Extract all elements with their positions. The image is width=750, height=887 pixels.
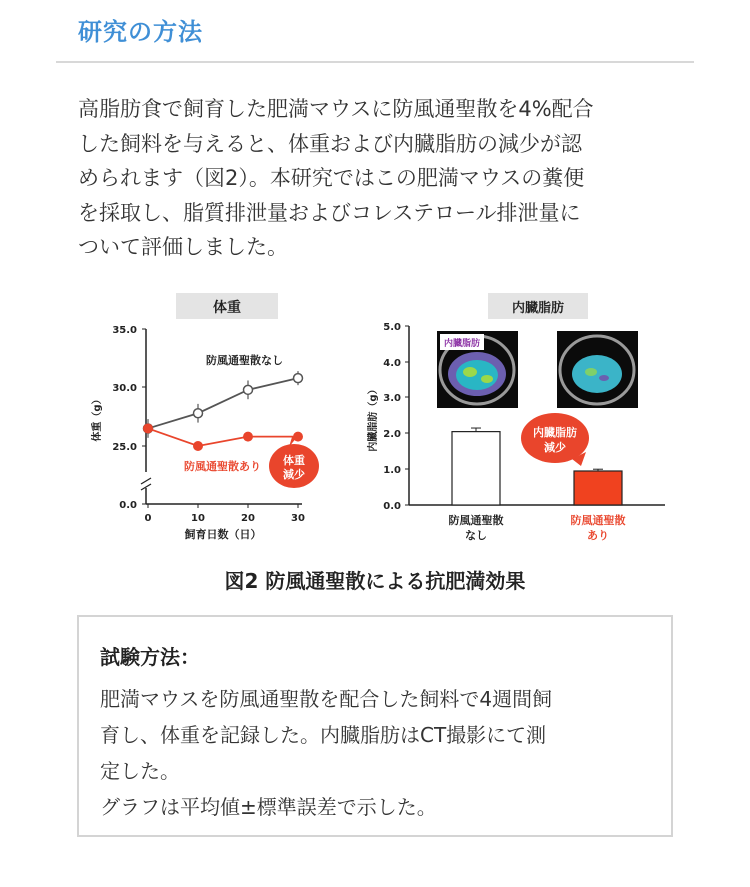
body-line: 高脂肪食で飼育した肥満マウスに防風通聖散を4%配合 (78, 97, 594, 121)
category-label: 防風通聖散 (570, 514, 626, 527)
body-line: められます（図2）。本研究ではこの肥満マウスの糞便 (78, 166, 585, 190)
fat-y-axis-label: 内臓脂肪（g） (368, 384, 379, 452)
data-point (194, 409, 203, 418)
method-box (77, 615, 673, 837)
ct-organ-detail (463, 367, 477, 377)
fat-y-tick-label: 5.0 (383, 322, 401, 333)
data-point (294, 374, 303, 383)
method-line: 定した。 (100, 759, 180, 783)
ct-organ-region (456, 360, 498, 390)
weight-y-tick-label: 0.0 (119, 500, 137, 511)
method-title: 試験方法： (100, 645, 200, 669)
weight-y-tick-label: 35.0 (112, 325, 137, 336)
weight-x-axis-label: 飼育日数（日） (184, 528, 262, 541)
body-line: した飼料を与えると、体重および内臓脂肪の減少が認 (78, 131, 582, 156)
bar-without (452, 432, 500, 505)
weight-x-tick-label: 20 (241, 513, 255, 524)
weight-x-tick-label: 30 (291, 513, 305, 524)
series-errorbars-without (148, 371, 298, 438)
data-point (294, 432, 303, 441)
series-line-without (148, 378, 298, 428)
ct-fat-region (599, 375, 609, 381)
method-line: グラフは平均値±標準誤差で示した。 (100, 795, 437, 819)
weight-y-axis-label: 体重（g） (92, 394, 103, 442)
fat-y-tick-label: 0.0 (383, 501, 401, 512)
bar-with (574, 471, 622, 505)
category-label: あり (587, 529, 609, 542)
ct-scan-image-without (437, 331, 518, 408)
fat-y-tick-label: 1.0 (383, 465, 401, 476)
fat-y-tick-label: 3.0 (383, 393, 401, 404)
weight-y-tick-label: 30.0 (112, 383, 137, 394)
weight-y-tick-label: 25.0 (112, 442, 137, 453)
figure-caption: 図2 防風通聖散による抗肥満効果 (224, 569, 526, 593)
fat-badge-text: 減少 (544, 441, 566, 454)
category-label: なし (465, 529, 487, 542)
body-line: ついて評価しました。 (78, 235, 288, 259)
ct-scan-image-with (557, 331, 638, 408)
ct-organ-detail (481, 375, 493, 383)
method-line: 育し、体重を記録した。内臓脂肪はCT撮影にて測 (100, 723, 547, 747)
weight-axis-break-mark (141, 478, 151, 484)
weight-x-tick-label: 0 (144, 513, 152, 524)
ct-label: 内臓脂肪 (443, 339, 481, 349)
data-point (144, 424, 153, 433)
category-label: 防風通聖散 (448, 514, 504, 527)
data-point (244, 432, 253, 441)
section-heading: 研究の方法 (78, 18, 203, 46)
ct-organ-region (572, 355, 622, 393)
fat-y-tick-label: 4.0 (383, 358, 401, 369)
method-line: 肥満マウスを防風通聖散を配合した飼料で4週間飼 (100, 687, 553, 711)
weight-chart-title: 体重 (213, 300, 241, 316)
fat-chart-title: 内臓脂肪 (511, 301, 565, 316)
method-text (100, 681, 660, 825)
ct-organ-detail (585, 368, 597, 376)
weight-x-tick-label: 10 (191, 513, 205, 524)
data-point (194, 442, 203, 451)
data-point (244, 385, 253, 394)
weight-badge-text: 減少 (283, 468, 305, 481)
series-line-with (148, 428, 298, 446)
series-label-with: 防風通聖散あり (184, 460, 261, 473)
fat-badge-text: 内臓脂肪 (533, 426, 577, 439)
fat-y-tick-label: 2.0 (383, 429, 401, 440)
body-line: を採取し、脂質排泄量およびコレステロール排泄量に (78, 200, 581, 225)
series-label-without: 防風通聖散なし (206, 354, 283, 367)
weight-badge-text: 体重 (283, 454, 305, 467)
